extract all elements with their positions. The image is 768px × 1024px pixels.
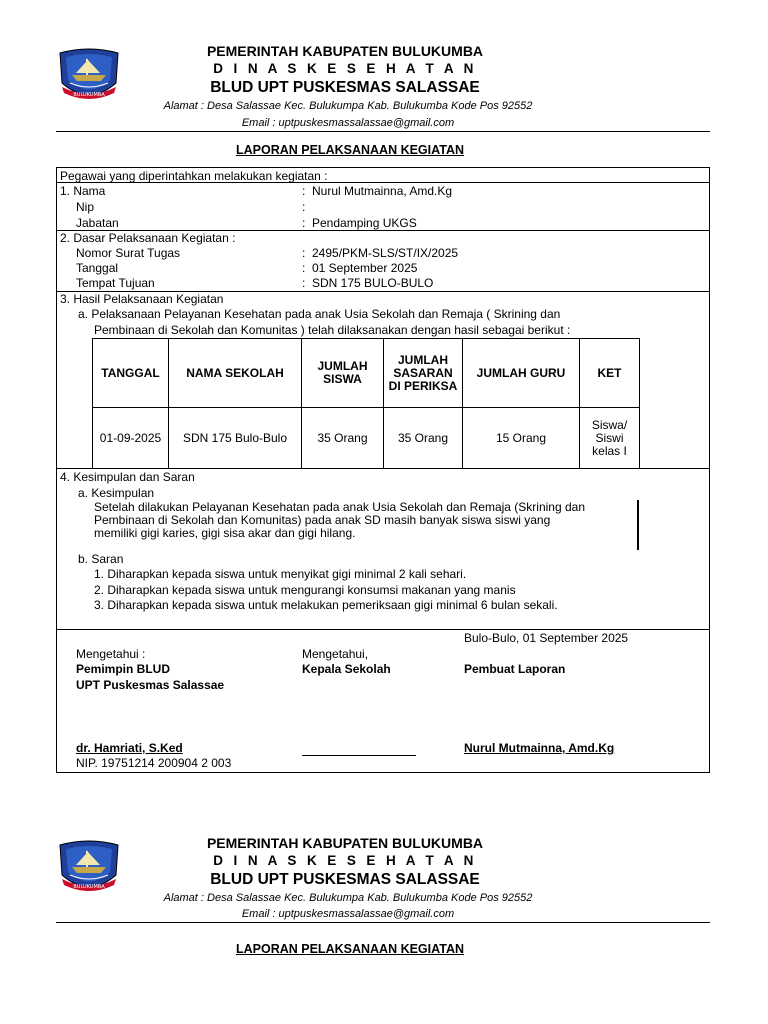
table-cell: 35 Orang [384,408,463,469]
tanggal-value: 01 September 2025 [312,261,418,275]
document-title-page2: LAPORAN PELAKSANAAN KEGIATAN [235,942,464,956]
table-cell: 01-09-2025 [93,408,169,469]
section1-heading: 1. Nama [60,184,106,198]
colon: : [302,246,306,260]
tujuan-value: SDN 175 BULO-BULO [312,276,434,290]
letterhead-page2 [0,792,768,932]
kesimpulan-line2: Pembinaan di Sekolah dan Komunitas) pada anak SD masih banyak siswa siswi yang [94,513,551,527]
agency-name: D I N A S K E S E H A T A N [213,61,477,76]
saran-label: b. Saran [78,552,124,566]
jabatan-label: Jabatan [76,216,119,230]
text-margin-bar [637,500,639,550]
table-cell: 35 Orang [302,408,384,469]
unit-name: BLUD UPT PUSKESMAS SALASSAE [210,79,480,96]
letterhead [0,0,768,140]
unit-name: BLUD UPT PUSKESMAS SALASSAE [210,871,480,888]
section3-heading: 3. Hasil Pelaksanaan Kegiatan [60,292,224,306]
results-table [92,338,640,469]
gov-name: PEMERINTAH KABUPATEN BULUKUMBA [206,43,484,59]
colon: : [302,216,306,230]
surat-value: 2495/PKM-SLS/ST/IX/2025 [312,246,459,260]
address: Alamat : Desa Salassae Kec. Bulukumpa Kab. Bulukumba Kode Pos 92552 [163,100,533,112]
table-row [93,408,640,469]
colon: : [302,261,306,275]
left-title1: Pemimpin BLUD [76,662,171,676]
section2-heading: 2. Dasar Pelaksanaan Kegiatan : [60,231,236,245]
bulukumba-logo-icon [56,839,122,895]
left-nip: NIP. 19751214 200904 2 003 [76,756,232,770]
divider [56,629,710,630]
kesimpulan-line3: memiliki gigi karies, gigi sisa akar dan gigi hilang. [94,526,356,540]
right-title: Pembuat Laporan [464,662,566,676]
table-header-cell: TANGGAL [93,339,169,408]
colon: : [302,184,306,198]
item-a-line1: a. Pelaksanaan Pelayanan Kesehatan pada anak Usia Sekolah dan Remaja ( Skrining dan [78,307,561,321]
kesimpulan-label: a. Kesimpulan [78,486,155,500]
surat-label: Nomor Surat Tugas [76,246,181,260]
left-known: Mengetahui : [76,647,146,661]
table-header-row [93,339,640,408]
table-header-cell: NAMA SEKOLAH [169,339,302,408]
left-title2: UPT Puskesmas Salassae [76,678,225,692]
jabatan-value: Pendamping UKGS [312,216,417,230]
employee-label: Pegawai yang diperintahkan melakukan kegiatan : [60,169,328,183]
kesimpulan-line1: Setelah dilakukan Pelayanan Kesehatan pada anak Usia Sekolah dan Remaja (Skrining dan [94,500,585,514]
section4-heading: 4. Kesimpulan dan Saran [60,470,195,484]
agency-name: D I N A S K E S E H A T A N [213,853,477,868]
saran-item: 2. Diharapkan kepada siswa untuk mengurangi konsumsi makanan yang manis [94,583,516,597]
table-cell: SDN 175 Bulo-Bulo [169,408,302,469]
address: Alamat : Desa Salassae Kec. Bulukumpa Kab. Bulukumba Kode Pos 92552 [163,892,533,904]
table-header-cell: JUMLAH SISWA [302,339,384,408]
saran-item: 1. Diharapkan kepada siswa untuk menyikat gigi minimal 2 kali sehari. [94,567,467,581]
mid-title: Kepala Sekolah [302,662,391,676]
svg-text:BULUKUMBA: BULUKUMBA [73,92,105,98]
place-date: Bulo-Bulo, 01 September 2025 [464,631,629,645]
nip-label: Nip [76,200,95,214]
table-header-cell: KET [580,339,640,408]
tanggal-label: Tanggal [76,261,119,275]
right-signatory-name: Nurul Mutmainna, Amd.Kg [464,741,615,755]
bulukumba-logo-icon [56,47,122,103]
gov-name: PEMERINTAH KABUPATEN BULUKUMBA [206,835,484,851]
table-cell: 15 Orang [463,408,580,469]
colon: : [302,276,306,290]
email: Email : uptpuskesmassalassae@gmail.com [241,908,455,920]
header-rule [56,922,710,923]
email: Email : uptpuskesmassalassae@gmail.com [241,117,455,129]
item-a-line2: Pembinaan di Sekolah dan Komunitas ) telah dilaksanakan dengan hasil sebagai berikut : [94,323,571,337]
header-rule [56,131,710,132]
table-cell: Siswa/ Siswi kelas I [580,408,640,469]
table-header-cell: JUMLAH GURU [463,339,580,408]
mid-signature-line [302,755,416,756]
table-header-cell: JUMLAH SASARAN DI PERIKSA [384,339,463,408]
document-title: LAPORAN PELAKSANAAN KEGIATAN [235,143,464,157]
saran-item: 3. Diharapkan kepada siswa untuk melakukan pemeriksaan gigi minimal 6 bulan sekali. [94,598,558,612]
colon: : [302,200,306,214]
svg-text:BULUKUMBA: BULUKUMBA [73,884,105,890]
tujuan-label: Tempat Tujuan [76,276,155,290]
name-value: Nurul Mutmainna, Amd.Kg [312,184,453,198]
left-signatory-name: dr. Hamriati, S.Ked [76,741,183,755]
mid-known: Mengetahui, [302,647,369,661]
